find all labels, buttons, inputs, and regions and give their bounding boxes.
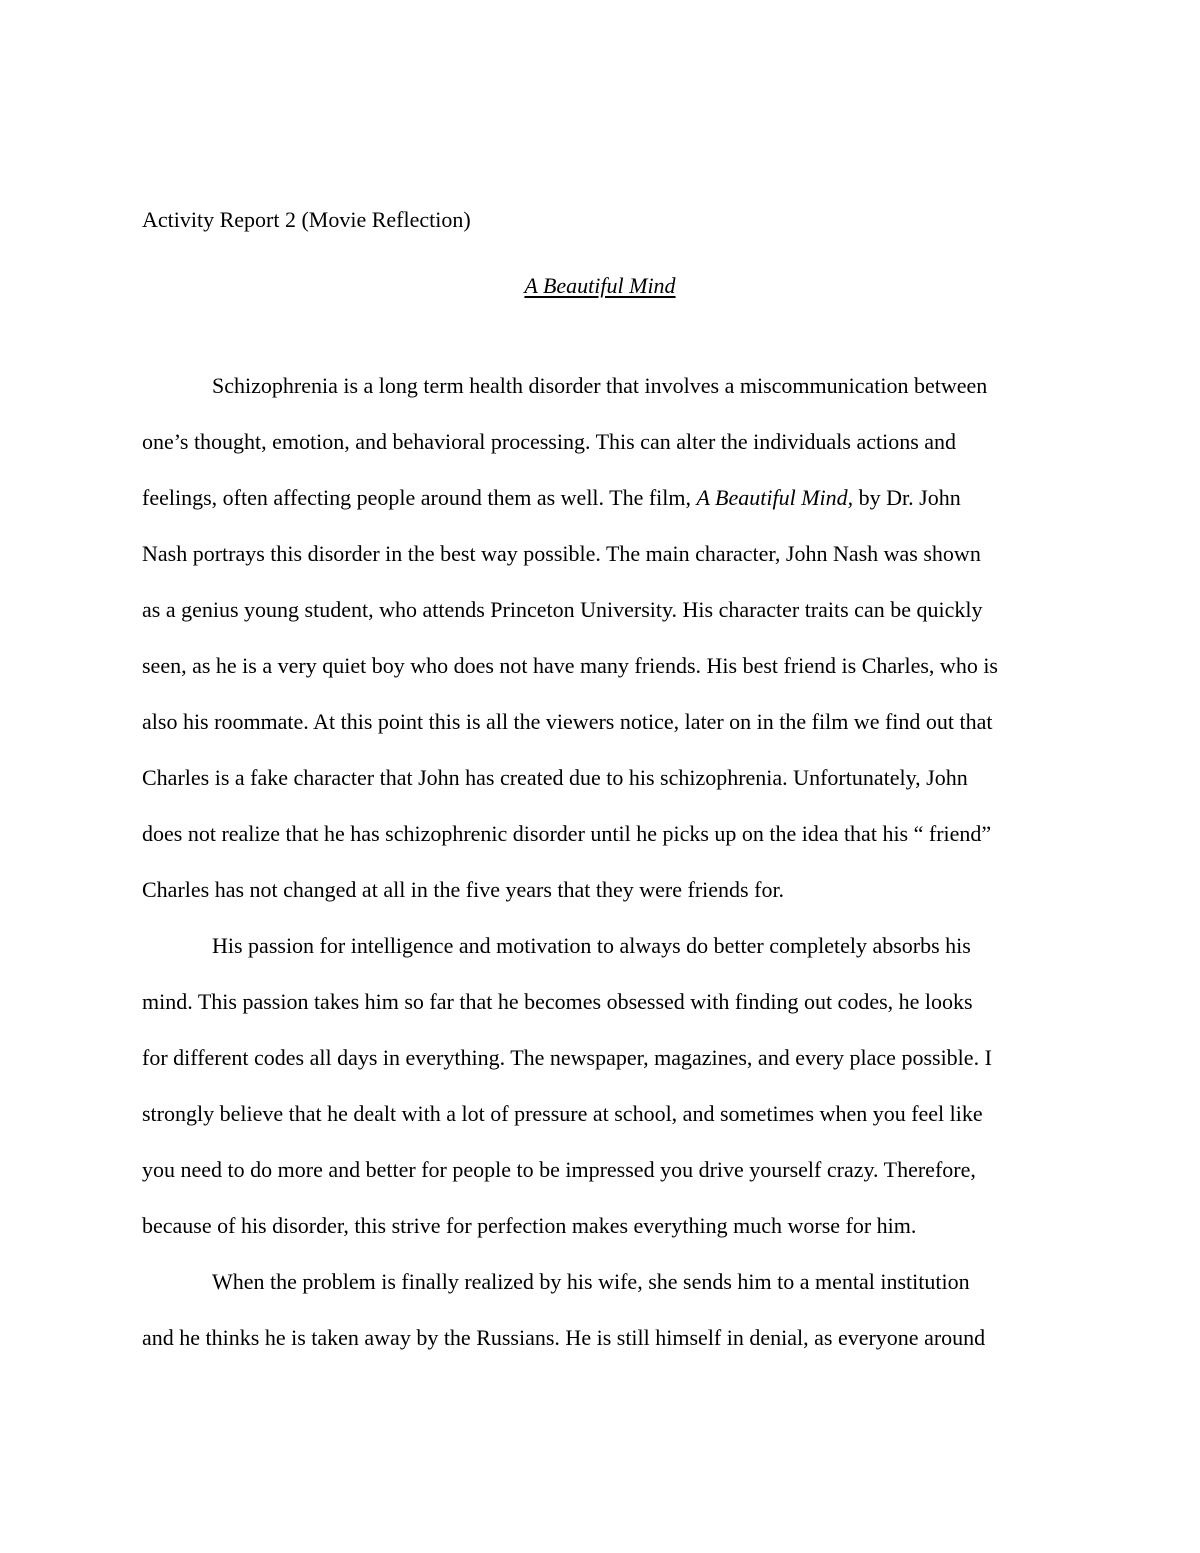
body-text-segment: also his roommate. At this point this is all the viewers notice, later on in the film we find out that — [142, 709, 993, 734]
italic-film-title: A Beautiful Mind, — [696, 485, 854, 510]
body-line — [142, 582, 1072, 638]
body-text-segment: Charles is a fake character that John has created due to his schizophrenia. Unfortunately, John — [142, 765, 968, 790]
body-line — [142, 638, 1072, 694]
body-text-segment: Schizophrenia is a long term health disorder that involves a miscommunication between — [212, 373, 988, 398]
body-text-segment: for different codes all days in everything. The newspaper, magazines, and every place possible. I — [142, 1045, 992, 1070]
body-line — [142, 526, 1072, 582]
body-line — [142, 806, 1072, 862]
body-line — [142, 1086, 1072, 1142]
body-line — [142, 358, 1072, 414]
body-line — [142, 918, 1072, 974]
document-title-text: A Beautiful Mind — [524, 273, 676, 298]
body-line — [142, 1142, 1072, 1198]
document-body — [142, 358, 1072, 1366]
body-text-segment: because of his disorder, this strive for perfection makes everything much worse for him. — [142, 1213, 917, 1238]
body-line — [142, 470, 1072, 526]
body-text-segment: mind. This passion takes him so far that he becomes obsessed with finding out codes, he looks — [142, 989, 973, 1014]
body-line — [142, 694, 1072, 750]
body-text-segment: strongly believe that he dealt with a lot of pressure at school, and sometimes when you feel like — [142, 1101, 983, 1126]
body-text-segment: When the problem is finally realized by his wife, she sends him to a mental institution — [212, 1269, 970, 1294]
body-text-segment: and he thinks he is taken away by the Russians. He is still himself in denial, as everyone around — [142, 1325, 986, 1350]
body-text-segment: one’s thought, emotion, and behavioral processing. This can alter the individuals actions and — [142, 429, 957, 454]
body-line — [142, 1030, 1072, 1086]
body-line — [142, 1310, 1072, 1366]
body-text-segment: by Dr. John — [853, 485, 961, 510]
body-line — [142, 414, 1072, 470]
body-text-segment: His passion for intelligence and motivation to always do better completely absorbs his — [212, 933, 971, 958]
body-line — [142, 974, 1072, 1030]
document-heading: Activity Report 2 (Movie Reflection) — [142, 207, 471, 232]
body-text-segment: does not realize that he has schizophrenic disorder until he picks up on the idea that his “ friend” — [142, 821, 992, 846]
body-text-segment: Charles has not changed at all in the five years that they were friends for. — [142, 877, 785, 902]
body-text-segment: feelings, often affecting people around them as well. The film, — [142, 485, 697, 510]
body-text-segment: you need to do more and better for people to be impressed you drive yourself crazy. Therefore, — [142, 1157, 976, 1182]
body-line — [142, 1254, 1072, 1310]
body-line — [142, 1198, 1072, 1254]
body-line — [142, 862, 1072, 918]
body-text-segment: Nash portrays this disorder in the best way possible. The main character, John Nash was shown — [142, 541, 981, 566]
body-line — [142, 750, 1072, 806]
document-title — [0, 270, 1200, 302]
body-text-segment: as a genius young student, who attends Princeton University. His character traits can be quickly — [142, 597, 983, 622]
body-text-segment: seen, as he is a very quiet boy who does not have many friends. His best friend is Charles, who is — [142, 653, 998, 678]
